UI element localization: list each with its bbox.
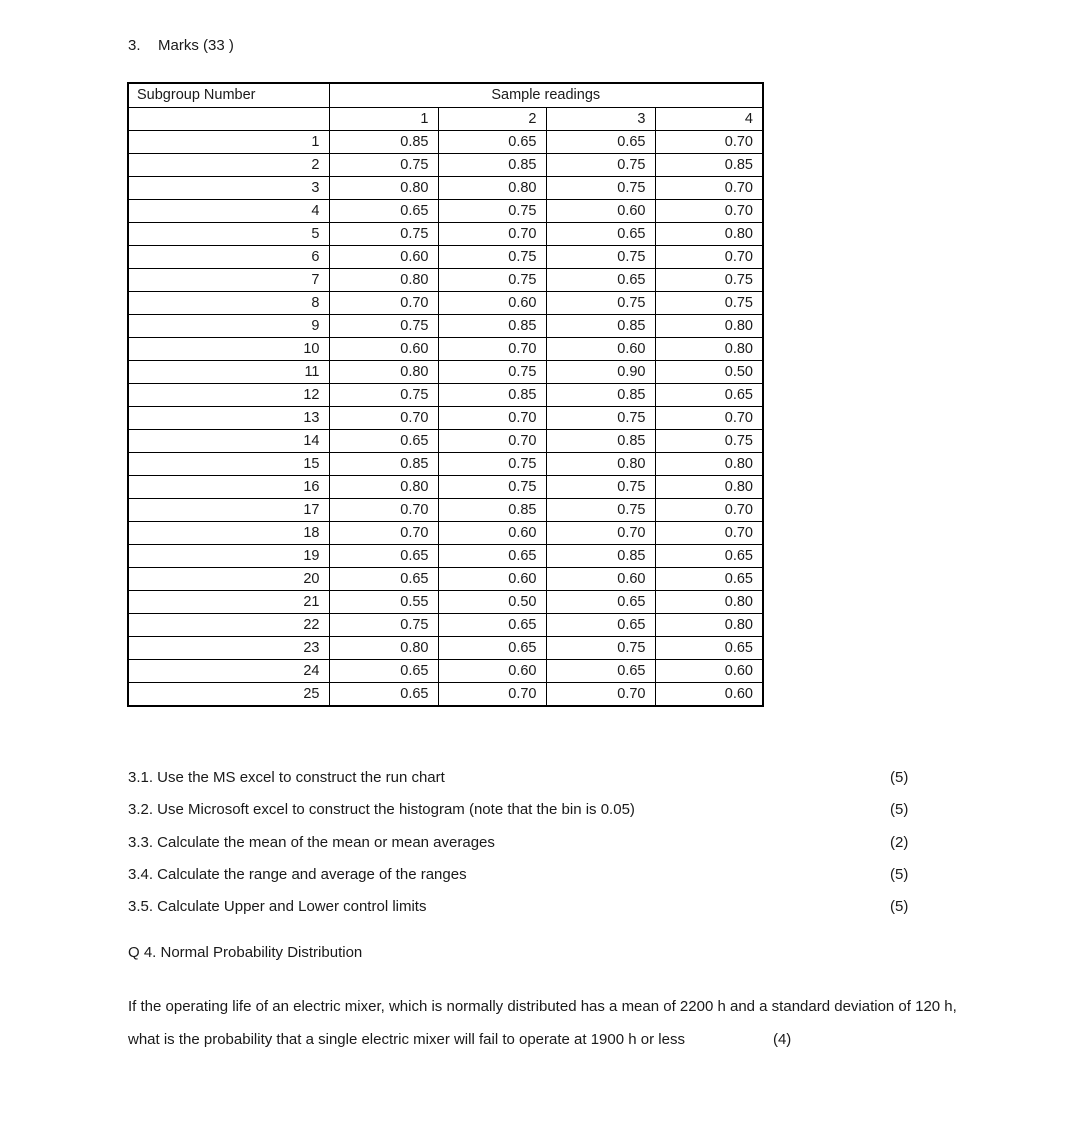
sample-reading-cell: 0.80 xyxy=(655,475,763,498)
sample-reading-cell: 0.50 xyxy=(438,590,546,613)
sample-reading-cell: 0.80 xyxy=(329,636,438,659)
sample-reading-cell: 0.65 xyxy=(655,383,763,406)
sample-reading-cell: 0.75 xyxy=(546,153,655,176)
table-row xyxy=(128,245,763,268)
subgroup-number-cell: 17 xyxy=(128,498,329,521)
subgroup-number-cell: 7 xyxy=(128,268,329,291)
sample-reading-cell: 0.75 xyxy=(438,245,546,268)
sample-reading-cell: 0.70 xyxy=(329,498,438,521)
sample-reading-cell: 0.85 xyxy=(655,153,763,176)
question-text: 3.1. Use the MS excel to construct the run chart xyxy=(128,769,445,786)
subgroup-number-cell: 23 xyxy=(128,636,329,659)
table-row xyxy=(128,544,763,567)
sample-reading-cell: 0.65 xyxy=(546,268,655,291)
table-row xyxy=(128,613,763,636)
table-row xyxy=(128,521,763,544)
sample-reading-cell: 0.70 xyxy=(655,498,763,521)
sample-reading-cell: 0.75 xyxy=(438,199,546,222)
table-row xyxy=(128,360,763,383)
sample-reading-cell: 0.80 xyxy=(655,222,763,245)
sample-reading-cell: 0.75 xyxy=(546,245,655,268)
sample-reading-cell: 0.65 xyxy=(438,544,546,567)
subgroup-number-cell: 8 xyxy=(128,291,329,314)
empty-cell xyxy=(128,107,329,130)
sample-reading-cell: 0.75 xyxy=(546,176,655,199)
table-row xyxy=(128,268,763,291)
table-row xyxy=(128,199,763,222)
question-marks: (5) xyxy=(890,801,909,818)
sample-reading-cell: 0.70 xyxy=(655,521,763,544)
sample-reading-cell: 0.65 xyxy=(329,429,438,452)
sample-reading-cell: 0.75 xyxy=(329,153,438,176)
sample-reading-cell: 0.70 xyxy=(655,176,763,199)
table-row xyxy=(128,222,763,245)
sample-column-label: 3 xyxy=(546,107,655,130)
table-row xyxy=(128,659,763,682)
sample-reading-cell: 0.70 xyxy=(329,291,438,314)
sample-reading-cell: 0.60 xyxy=(438,567,546,590)
sample-reading-cell: 0.75 xyxy=(438,268,546,291)
sample-reading-cell: 0.65 xyxy=(329,682,438,706)
sample-readings-table xyxy=(127,82,764,707)
table-row xyxy=(128,130,763,153)
sample-reading-cell: 0.65 xyxy=(329,567,438,590)
sample-readings-header: Sample readings xyxy=(329,83,763,107)
table-row xyxy=(128,383,763,406)
sample-reading-cell: 0.65 xyxy=(655,544,763,567)
sample-reading-cell: 0.70 xyxy=(655,199,763,222)
table-row xyxy=(128,429,763,452)
sample-reading-cell: 0.80 xyxy=(329,268,438,291)
sample-reading-cell: 0.65 xyxy=(655,567,763,590)
sample-reading-cell: 0.85 xyxy=(546,429,655,452)
sample-reading-cell: 0.75 xyxy=(329,383,438,406)
sample-reading-cell: 0.60 xyxy=(438,291,546,314)
sample-reading-cell: 0.70 xyxy=(438,222,546,245)
sample-reading-cell: 0.65 xyxy=(438,636,546,659)
subgroup-number-cell: 24 xyxy=(128,659,329,682)
table-row xyxy=(128,498,763,521)
sample-reading-cell: 0.80 xyxy=(655,613,763,636)
sample-reading-cell: 0.65 xyxy=(329,199,438,222)
sample-reading-cell: 0.75 xyxy=(546,636,655,659)
sample-reading-cell: 0.85 xyxy=(438,314,546,337)
sample-reading-cell: 0.75 xyxy=(438,452,546,475)
sample-reading-cell: 0.85 xyxy=(546,314,655,337)
sample-reading-cell: 0.80 xyxy=(655,314,763,337)
sample-reading-cell: 0.60 xyxy=(546,199,655,222)
table-row xyxy=(128,590,763,613)
question-text: 3.3. Calculate the mean of the mean or mean averages xyxy=(128,834,495,851)
table-row xyxy=(128,475,763,498)
sample-reading-cell: 0.65 xyxy=(329,659,438,682)
subgroup-number-cell: 5 xyxy=(128,222,329,245)
sample-reading-cell: 0.50 xyxy=(655,360,763,383)
sample-reading-cell: 0.60 xyxy=(655,682,763,706)
sample-column-label: 4 xyxy=(655,107,763,130)
subgroup-number-cell: 6 xyxy=(128,245,329,268)
subgroup-number-cell: 9 xyxy=(128,314,329,337)
sample-reading-cell: 0.75 xyxy=(546,291,655,314)
sample-reading-cell: 0.80 xyxy=(655,337,763,360)
question-marks: (5) xyxy=(890,769,909,786)
question-marks: (5) xyxy=(890,866,909,883)
sample-reading-cell: 0.60 xyxy=(438,521,546,544)
sample-reading-cell: 0.75 xyxy=(655,268,763,291)
sample-reading-cell: 0.80 xyxy=(329,475,438,498)
sample-reading-cell: 0.75 xyxy=(655,291,763,314)
sample-reading-cell: 0.65 xyxy=(546,659,655,682)
sample-reading-cell: 0.60 xyxy=(546,567,655,590)
sample-reading-cell: 0.80 xyxy=(655,590,763,613)
subgroup-number-cell: 13 xyxy=(128,406,329,429)
sample-reading-cell: 0.75 xyxy=(329,314,438,337)
sample-reading-cell: 0.70 xyxy=(546,682,655,706)
table-header-row xyxy=(128,83,763,107)
subgroup-number-cell: 12 xyxy=(128,383,329,406)
table-row xyxy=(128,176,763,199)
sample-reading-cell: 0.85 xyxy=(438,498,546,521)
section-number: 3. xyxy=(128,37,141,54)
sample-reading-cell: 0.90 xyxy=(546,360,655,383)
sample-reading-cell: 0.60 xyxy=(329,337,438,360)
sample-reading-cell: 0.70 xyxy=(655,406,763,429)
sample-column-row xyxy=(128,107,763,130)
question-marks: (2) xyxy=(890,834,909,851)
question-marks: (5) xyxy=(890,898,909,915)
sample-reading-cell: 0.65 xyxy=(546,613,655,636)
sample-reading-cell: 0.65 xyxy=(438,613,546,636)
subgroup-number-cell: 11 xyxy=(128,360,329,383)
subgroup-number-cell: 18 xyxy=(128,521,329,544)
question-text: 3.5. Calculate Upper and Lower control limits xyxy=(128,898,427,915)
q4-title: Q 4. Normal Probability Distribution xyxy=(128,944,363,961)
sample-reading-cell: 0.75 xyxy=(655,429,763,452)
subgroup-number-cell: 25 xyxy=(128,682,329,706)
subgroup-number-cell: 22 xyxy=(128,613,329,636)
sample-reading-cell: 0.65 xyxy=(329,544,438,567)
subgroup-number-cell: 1 xyxy=(128,130,329,153)
sample-reading-cell: 0.75 xyxy=(438,360,546,383)
sample-reading-cell: 0.65 xyxy=(438,130,546,153)
sample-reading-cell: 0.65 xyxy=(546,130,655,153)
question-text: 3.4. Calculate the range and average of the ranges xyxy=(128,866,467,883)
sample-column-label: 2 xyxy=(438,107,546,130)
sample-reading-cell: 0.85 xyxy=(546,383,655,406)
sample-reading-cell: 0.75 xyxy=(329,613,438,636)
subgroup-number-cell: 20 xyxy=(128,567,329,590)
table-row xyxy=(128,406,763,429)
sample-reading-cell: 0.70 xyxy=(546,521,655,544)
sample-reading-cell: 0.75 xyxy=(546,475,655,498)
sample-reading-cell: 0.85 xyxy=(329,452,438,475)
sample-reading-cell: 0.75 xyxy=(546,406,655,429)
subgroup-number-cell: 10 xyxy=(128,337,329,360)
sample-reading-cell: 0.75 xyxy=(438,475,546,498)
subgroup-number-header: Subgroup Number xyxy=(128,83,329,107)
subgroup-number-cell: 3 xyxy=(128,176,329,199)
sample-reading-cell: 0.85 xyxy=(438,153,546,176)
sample-reading-cell: 0.70 xyxy=(438,337,546,360)
q4-body xyxy=(128,990,968,1056)
sample-reading-cell: 0.70 xyxy=(655,245,763,268)
table-row xyxy=(128,636,763,659)
table-row xyxy=(128,153,763,176)
sample-reading-cell: 0.70 xyxy=(329,406,438,429)
subgroup-number-cell: 15 xyxy=(128,452,329,475)
sample-reading-cell: 0.80 xyxy=(655,452,763,475)
section-heading xyxy=(128,37,234,54)
table-row xyxy=(128,452,763,475)
sample-column-label: 1 xyxy=(329,107,438,130)
subgroup-number-cell: 16 xyxy=(128,475,329,498)
table-row xyxy=(128,291,763,314)
sample-reading-cell: 0.70 xyxy=(329,521,438,544)
section-title: Marks (33 ) xyxy=(158,37,234,54)
sample-reading-cell: 0.85 xyxy=(546,544,655,567)
sample-reading-cell: 0.65 xyxy=(546,222,655,245)
subgroup-number-cell: 21 xyxy=(128,590,329,613)
sample-reading-cell: 0.75 xyxy=(329,222,438,245)
sample-reading-cell: 0.55 xyxy=(329,590,438,613)
sample-reading-cell: 0.80 xyxy=(546,452,655,475)
sample-reading-cell: 0.70 xyxy=(655,130,763,153)
table-row xyxy=(128,567,763,590)
sample-reading-cell: 0.80 xyxy=(329,360,438,383)
sample-reading-cell: 0.70 xyxy=(438,429,546,452)
subgroup-number-cell: 4 xyxy=(128,199,329,222)
sample-reading-cell: 0.60 xyxy=(655,659,763,682)
table-row xyxy=(128,314,763,337)
table-row xyxy=(128,682,763,706)
sample-reading-cell: 0.60 xyxy=(438,659,546,682)
sample-reading-cell: 0.75 xyxy=(546,498,655,521)
sample-reading-cell: 0.60 xyxy=(329,245,438,268)
sample-reading-cell: 0.85 xyxy=(438,383,546,406)
q4-question-text: If the operating life of an electric mixer, which is normally distributed has a mean of 2200 h and a standard deviation of 120 h, what is the probability that a single electric mixer will fail to operate at 1900 h or less xyxy=(128,998,957,1048)
q4-marks: (4) xyxy=(772,1031,792,1048)
sample-reading-cell: 0.60 xyxy=(546,337,655,360)
question-text: 3.2. Use Microsoft excel to construct the histogram (note that the bin is 0.05) xyxy=(128,801,635,818)
subgroup-number-cell: 2 xyxy=(128,153,329,176)
sample-reading-cell: 0.80 xyxy=(438,176,546,199)
subgroup-number-cell: 19 xyxy=(128,544,329,567)
subgroup-number-cell: 14 xyxy=(128,429,329,452)
table-row xyxy=(128,337,763,360)
sample-reading-cell: 0.65 xyxy=(655,636,763,659)
sample-reading-cell: 0.85 xyxy=(329,130,438,153)
sample-reading-cell: 0.70 xyxy=(438,406,546,429)
sample-reading-cell: 0.70 xyxy=(438,682,546,706)
sample-reading-cell: 0.65 xyxy=(546,590,655,613)
sample-reading-cell: 0.80 xyxy=(329,176,438,199)
